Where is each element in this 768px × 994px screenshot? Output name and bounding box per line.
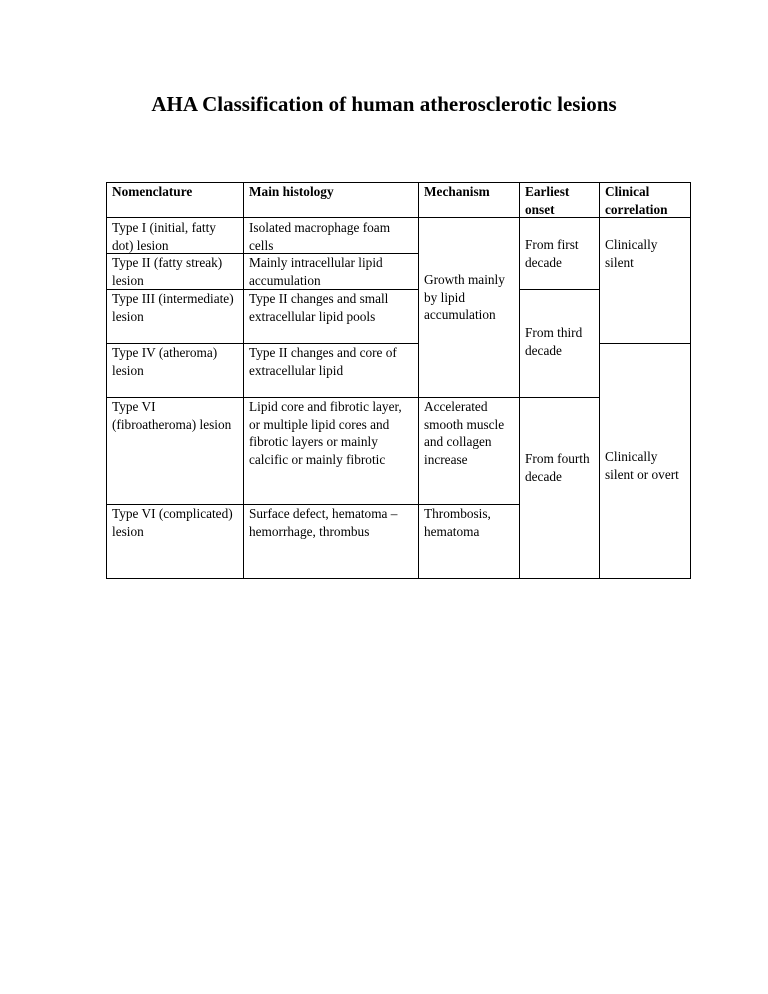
nomenclature-type-vi-complicated: Type VI (complicated) lesion [112,506,233,539]
histology-type-vi-fibroatheroma: Lipid core and fibrotic layer, or multiple lipid cores and fibrotic layers or mainly calcific or mainly fibrotic [249,399,402,467]
mechanism-thrombosis: Thrombosis, hematoma [424,506,491,539]
nomenclature-type-iv: Type IV (atheroma) lesion [112,345,218,378]
page-title: AHA Classification of human atherosclerotic lesions [151,92,617,116]
nomenclature-type-i: Type I (initial, fatty dot) lesion [112,220,216,253]
header-mechanism: Mechanism [424,184,490,199]
histology-type-ii: Mainly intracellular lipid accumulation [249,255,383,288]
histology-type-iii: Type II changes and small extracellular lipid pools [249,291,389,324]
header-nomenclature: Nomenclature [112,184,193,199]
histology-type-vi-complicated: Surface defect, hematoma – hemorrhage, thrombus [249,506,398,539]
nomenclature-type-ii: Type II (fatty streak) lesion [112,255,223,288]
nomenclature-type-iii: Type III (intermediate) lesion [112,291,234,324]
onset-divider-1 [519,289,599,290]
mechanism-growth: Growth mainly by lipid accumulation [424,272,505,322]
onset-divider-2 [519,397,599,398]
header-clinical: Clinical correlation [605,184,668,217]
header-histology: Main histology [249,184,334,199]
clinical-silent: Clinically silent [605,237,658,270]
clinical-divider-1 [599,343,691,344]
onset-third-decade: From third decade [525,325,583,358]
onset-fourth-decade: From fourth decade [525,451,590,484]
histology-type-iv: Type II changes and core of extracellular lipid [249,345,397,378]
mechanism-accelerated: Accelerated smooth muscle and collagen increase [424,399,505,467]
header-onset: Earliest onset [525,184,570,217]
onset-first-decade: From first decade [525,237,579,270]
clinical-silent-or-overt: Clinically silent or overt [605,449,679,482]
classification-table [106,182,691,579]
histology-type-i: Isolated macrophage foam cells [249,220,391,253]
nomenclature-type-vi-fibroatheroma: Type VI (fibroatheroma) lesion [112,399,232,432]
